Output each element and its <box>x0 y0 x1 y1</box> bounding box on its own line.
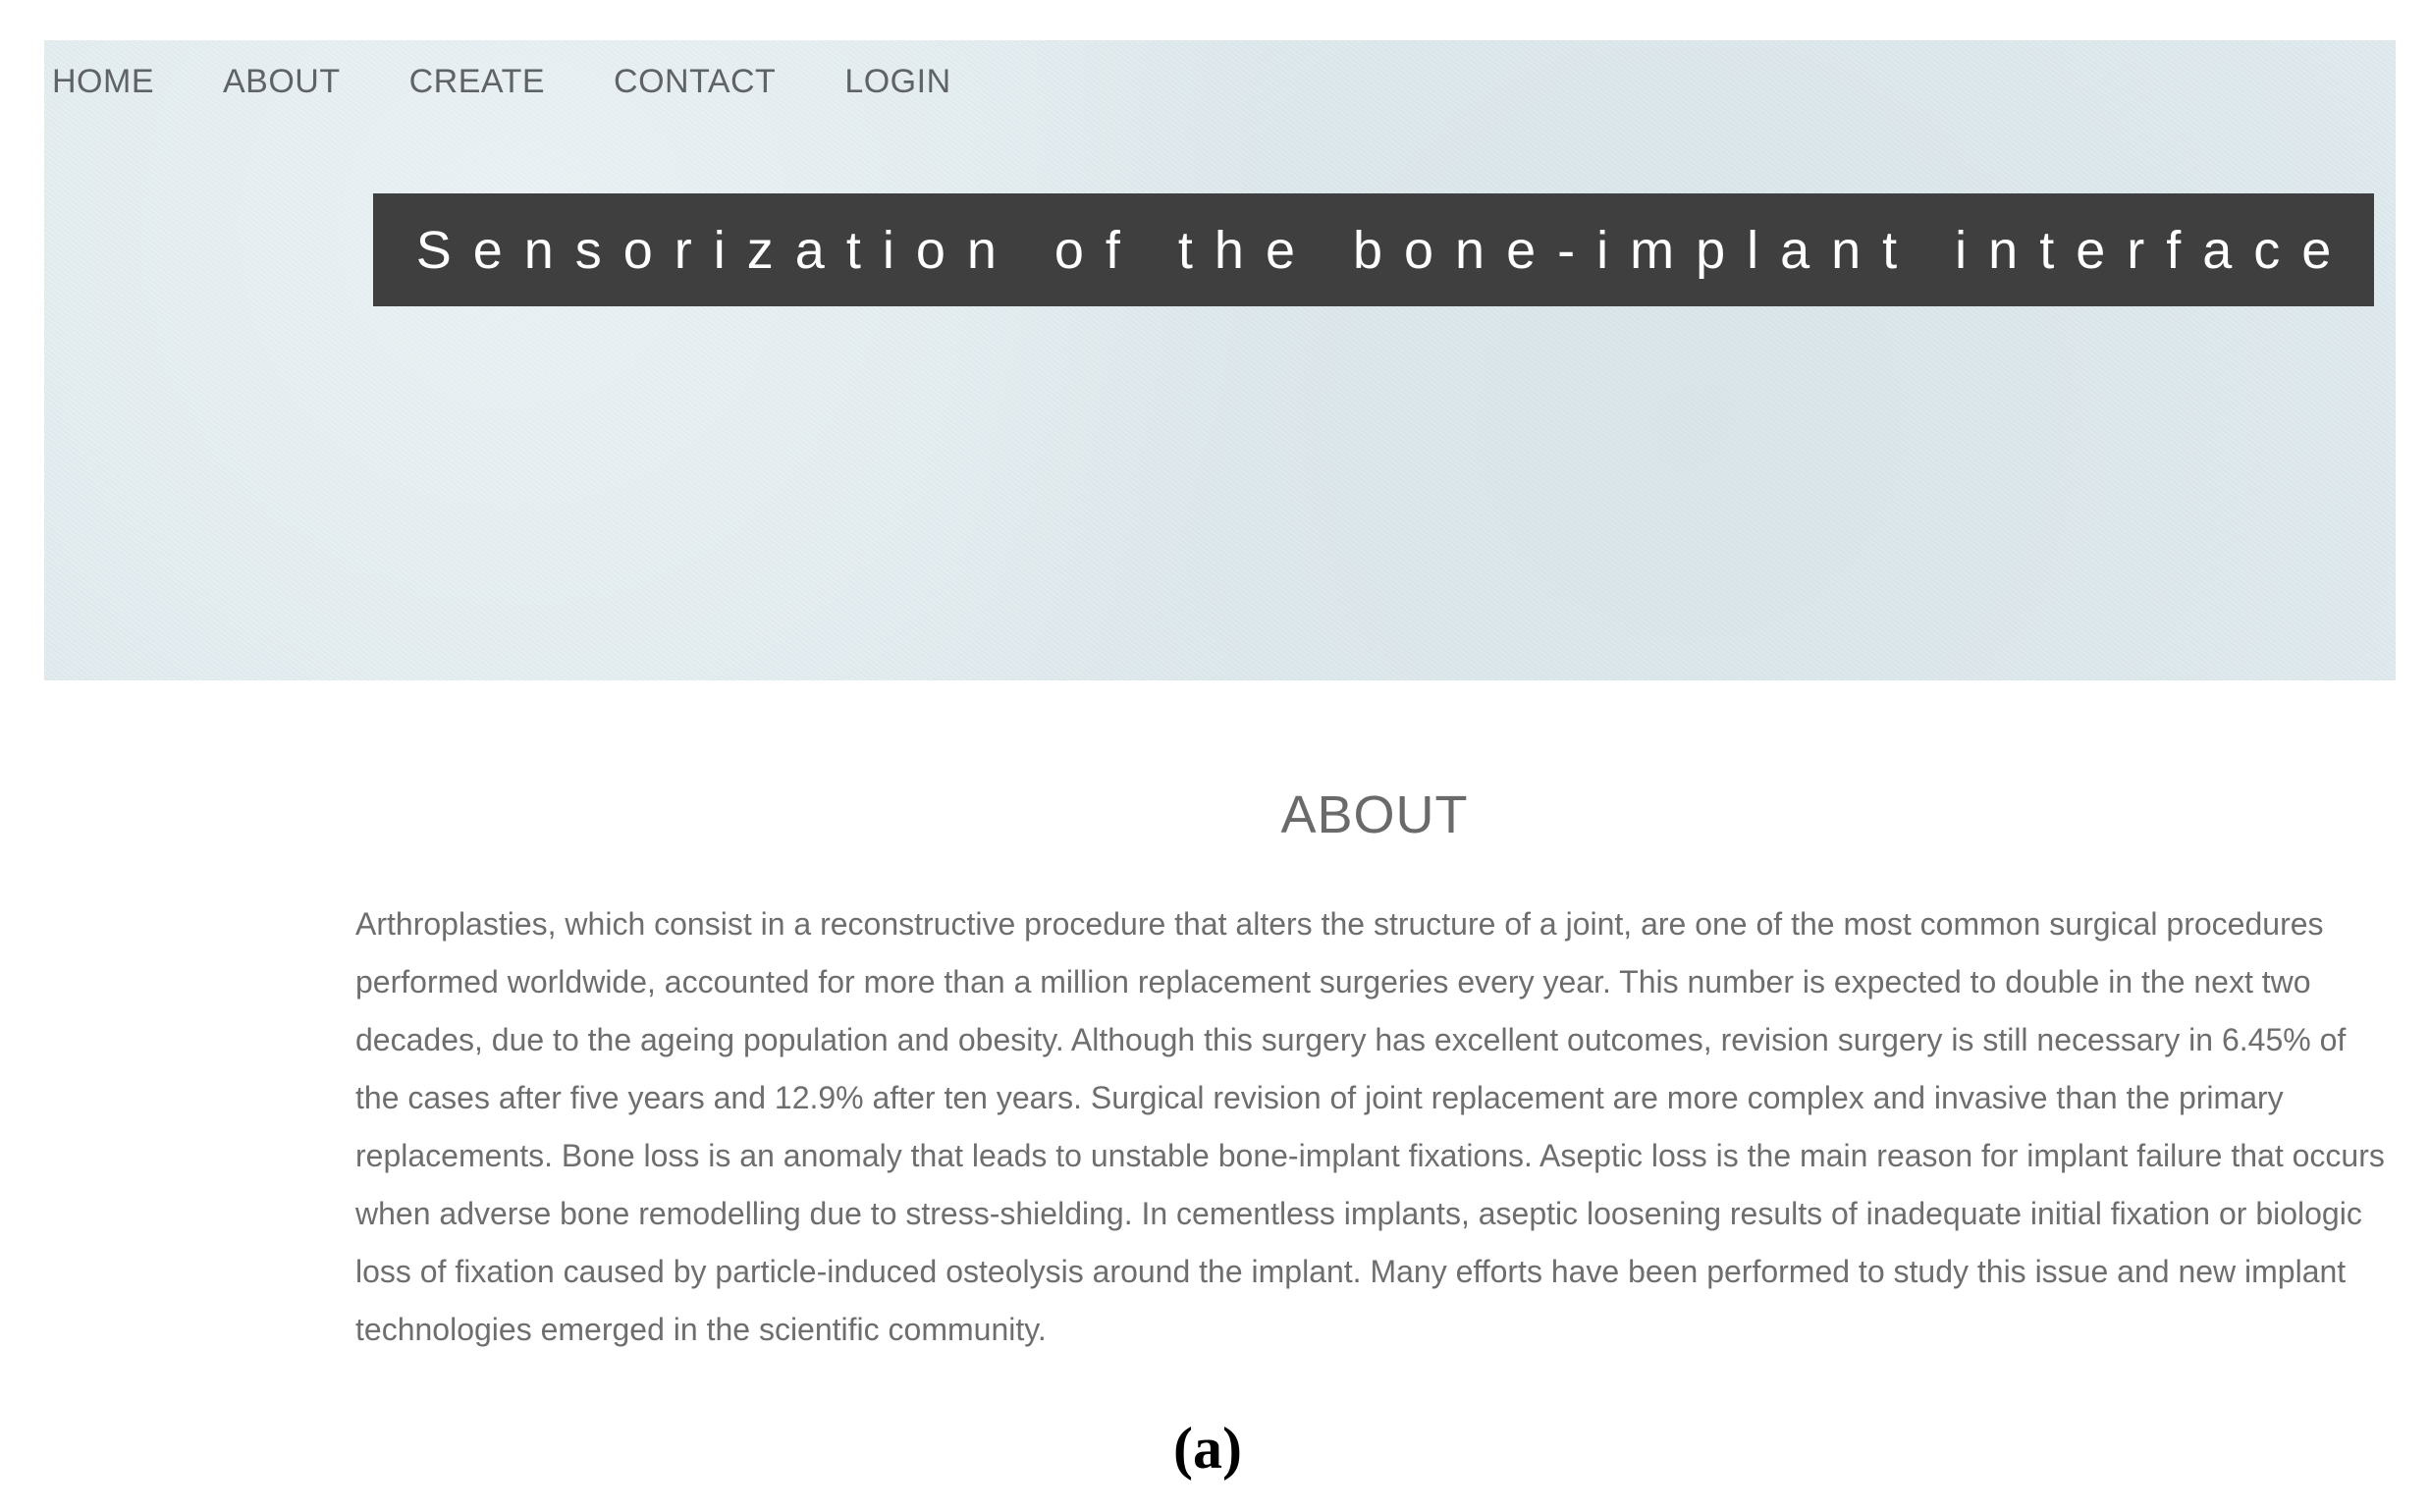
nav-contact[interactable]: CONTACT <box>614 63 777 100</box>
figure-caption: (a) <box>1173 1416 1242 1481</box>
nav-create[interactable]: CREATE <box>408 63 546 100</box>
nav-login[interactable]: LOGIN <box>844 63 951 100</box>
about-paragraph: Arthroplasties, which consist in a reconstructive procedure that alters the structure of a joint, are one of the most common surgical procedures performed worldwide, accounted for more than a million replacement surgeries every year. This number is expected to double in the next two decades, due to the ageing population and obesity. Although this surgery has excellent outcomes, revision surgery is still necessary in 6.45% of the cases after five years and 12.9% after ten years. Surgical revision of joint replacement are more complex and invasive than the primary replacements. Bone loss is an anomaly that leads to unstable bone-implant fixations. Aseptic loss is the main reason for implant failure that occurs when adverse bone remodelling due to stress-shielding. In cementless implants, aseptic loosening results of inadequate initial fixation or biologic loss of fixation caused by particle-induced osteolysis around the implant. Many efforts have been performed to study this issue and new implant technologies emerged in the scientific community. <box>355 906 2385 1347</box>
nav-about[interactable]: ABOUT <box>223 63 341 100</box>
nav-home[interactable]: HOME <box>52 63 154 100</box>
about-heading: ABOUT <box>1280 785 1469 844</box>
hero-title: Sensorization of the bone-implant interface <box>415 220 2353 280</box>
